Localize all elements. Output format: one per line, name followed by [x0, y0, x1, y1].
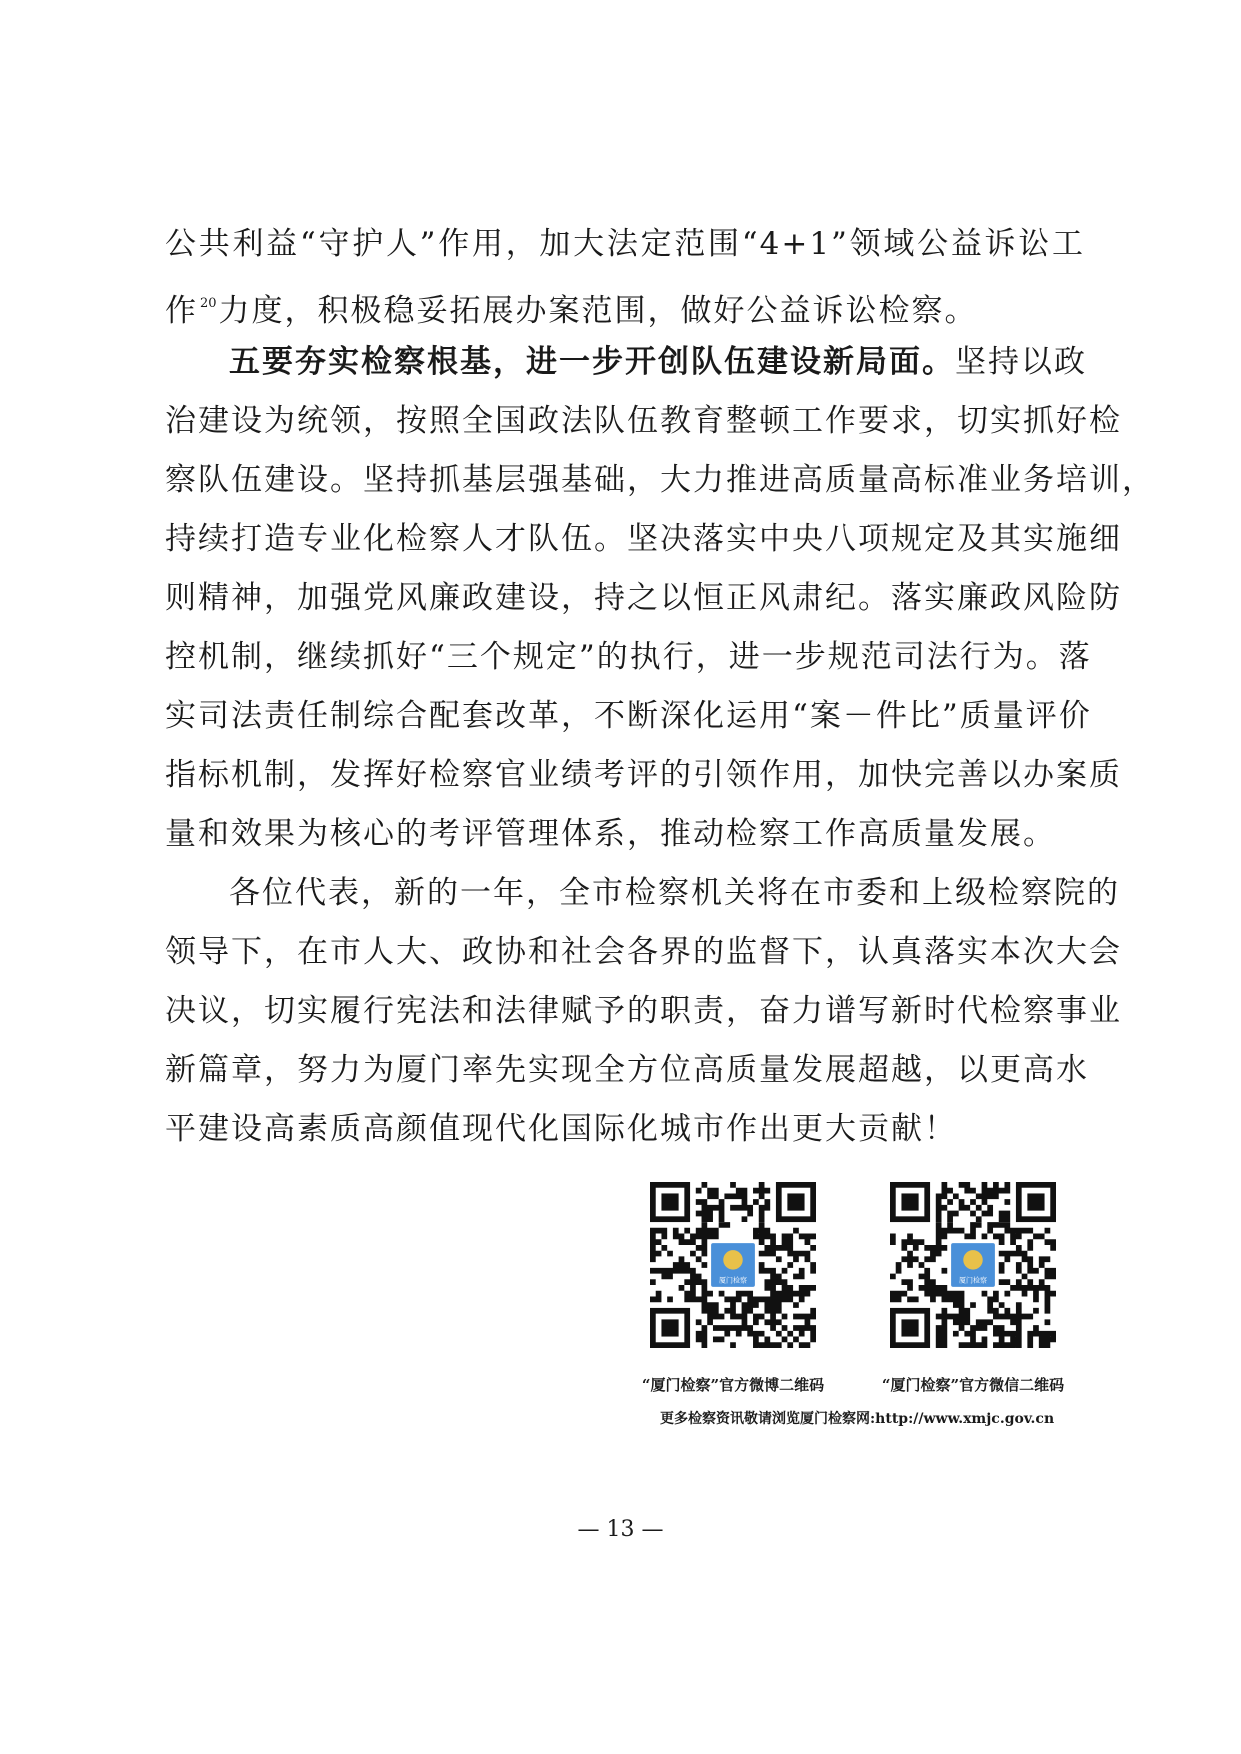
text-span: 坚持以政 — [955, 344, 1087, 380]
paragraph-line: 新篇章，努力为厦门率先实现全方位高质量发展超越，以更高水 — [165, 1052, 1089, 1088]
paragraph-line: 量和效果为核心的考评管理体系，推动检察工作高质量发展。 — [165, 816, 1056, 852]
weibo-qr-caption: “厦门检察”官方微博二维码 — [641, 1376, 825, 1394]
paragraph-line: 则精神，加强党风廉政建设，持之以恒正风肃纪。落实廉政风险防 — [165, 580, 1122, 616]
paragraph-line: 实司法责任制综合配套改革，不断深化运用“案－件比”质量评价 — [165, 698, 1092, 734]
text-span: 力度，积极稳妥拓展办案范围，做好公益诉讼检察。 — [218, 293, 978, 329]
section-heading: 五要夯实检察根基，进一步开创队伍建设新局面。 — [229, 344, 955, 380]
footnote-ref[interactable]: 20 — [200, 296, 217, 311]
qr-logo-text: 厦门检察 — [719, 1276, 747, 1285]
wechat-qr-code[interactable] — [890, 1182, 1056, 1348]
paragraph-line: 平建设高素质高颜值现代化国际化城市作出更大贡献！ — [165, 1111, 957, 1147]
paragraph-line: 察队伍建设。坚持抓基层强基础，大力推进高质量高标准业务培训， — [165, 462, 1155, 498]
paragraph-line — [165, 333, 1085, 392]
paragraph-line: 各位代表，新的一年，全市检察机关将在市委和上级检察院的 — [229, 875, 1120, 911]
wechat-qr-caption: “厦门检察”官方微信二维码 — [881, 1376, 1065, 1394]
paragraph-line: 指标机制，发挥好检察官业绩考评的引领作用，加快完善以办案质 — [165, 757, 1122, 793]
website-link[interactable]: 更多检察资讯敬请浏览厦门检察网:http://www.xmjc.gov.cn — [660, 1411, 1055, 1427]
paragraph-line: 领导下，在市人大、政协和社会各界的监督下，认真落实本次大会 — [165, 934, 1122, 970]
text-span: 作 — [165, 293, 198, 329]
report-body — [165, 215, 1155, 1159]
paragraph-line: 控机制，继续抓好“三个规定”的执行，进一步规范司法行为。落 — [165, 639, 1092, 675]
paragraph-line — [165, 215, 1085, 274]
paragraph-line: 持续打造专业化检察人才队伍。坚决落实中央八项规定及其实施细 — [165, 521, 1122, 557]
qr-code-graphic — [890, 1182, 1056, 1348]
paragraph-line — [165, 274, 1085, 333]
paragraph-line: 治建设为统领，按照全国政法队伍教育整顿工作要求，切实抓好检 — [165, 403, 1122, 439]
weibo-qr-code[interactable] — [650, 1182, 816, 1348]
paragraph-line: 决议，切实履行宪法和法律赋予的职责，奋力谱写新时代检察事业 — [165, 993, 1122, 1029]
text-span: 公共利益“守护人”作用，加大法定范围“4+1”领域公益诉讼工 — [165, 226, 1085, 262]
page-number: — 13 — — [577, 1517, 664, 1542]
qr-logo-text: 厦门检察 — [959, 1276, 987, 1285]
qr-code-graphic — [650, 1182, 816, 1348]
